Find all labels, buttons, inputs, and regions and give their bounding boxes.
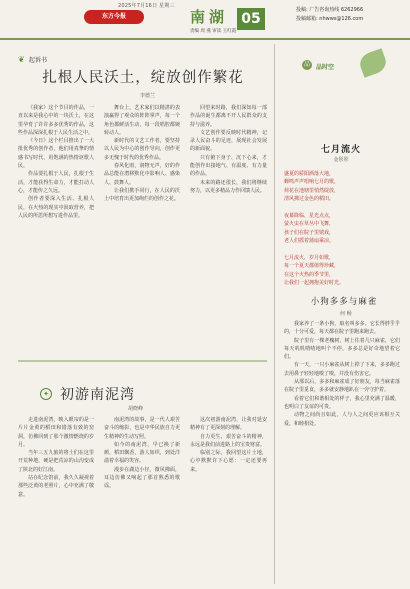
article-byline: 胡晓峰 xyxy=(128,406,144,412)
column-divider xyxy=(274,44,275,584)
section-title: 南湖 xyxy=(190,8,229,26)
article-column-1 xyxy=(18,104,94,354)
poem-line xyxy=(284,246,398,254)
paragraph: 如今的南泥湾，早已换了新颜，稻田飘香，游人如织，到处洋溢着幸福的笑容。 xyxy=(104,441,180,465)
paragraph: 漫步在湖边小径，微风拂面，耳边仿佛又响起了那首熟悉的歌谣。 xyxy=(104,466,180,490)
kicker-label: 起诉书 xyxy=(29,57,48,64)
paragraph: 《今日》这个栏目推出了一大批优秀的创作者，他们用真挚的情感书写时代，用饱满的热情讴歌人民。 xyxy=(18,138,94,170)
article-column-3 xyxy=(190,104,267,354)
contact-line-1: 投稿: 广告咨询热线 6262966 xyxy=(296,7,364,13)
paragraph: 站在纪念馆前，我久久凝视着那些泛黄的老照片，心中充满了敬意。 xyxy=(18,475,94,498)
poem-line: 萤火虫在草丛中飞舞， xyxy=(284,221,335,228)
poem-line: 孩子们在院子里嬉戏， xyxy=(284,229,335,236)
article-column-2 xyxy=(104,416,180,584)
poem-line: 在这个火热的季节里， xyxy=(284,271,335,278)
leaf-icon: ❦ xyxy=(18,54,25,64)
poem-line xyxy=(284,204,398,212)
article-kicker xyxy=(18,55,47,64)
article-body xyxy=(284,320,400,584)
paragraph: 从那以后，多多和麻雀成了好朋友，每当麻雀落在院子里觅食，多多就安静地趴在一旁守护着。 xyxy=(284,379,400,394)
paragraph: 走进南泥湾，映入眼帘的是一片片金黄的稻田和错落有致的窑洞，仿佛回到了那个激情燃烧的岁月。 xyxy=(18,417,94,448)
paragraph: 回望来时路，我们深知每一部作品的诞生都离不开人民群众的支持与滋养。 xyxy=(190,105,267,128)
poem-line: 让我们一起拥抱美好时光。 xyxy=(284,280,345,287)
paragraph: 让我们携手同行，在人民的沃土中培育出更加绚烂的创作之花。 xyxy=(104,187,180,203)
article-column-1 xyxy=(18,416,94,584)
page-number: 05 xyxy=(237,8,265,30)
article-headline: 小狗多多与麻雀 xyxy=(310,297,378,307)
paragraph: 这次初游南泥湾，让我对延安精神有了更深刻的理解。 xyxy=(190,417,267,432)
poem-line: 清风拂过金色的稻田。 xyxy=(284,196,335,203)
paragraph: 《我家》这个节目的作品，一直以来是我心中的一块沃土，在这里孕育了许许多多优秀的作品，这些作品深深扎根于人民生活之中。 xyxy=(18,105,94,136)
paragraph: 只有俯下身子、沉下心来，才能创作出接地气、有温度、有力量的作品。 xyxy=(190,154,267,178)
paragraph: 文艺创作要反映时代精神，记录人民奋斗的足迹，展现社会发展的新面貌。 xyxy=(190,129,267,153)
paragraph: 有一天，一只小麻雀从树上掉了下来，多多跑过去用鼻子轻轻地嗅了嗅，并没有伤害它。 xyxy=(284,362,400,377)
paragraph: 院子里有一棵老槐树，树上住着几只麻雀，它们每天叽叽喳喳地叫个不停，多多总是好奇地望着它们。 xyxy=(284,337,400,361)
poem-author: 金彤彤 xyxy=(333,157,349,163)
brand-name: 东方今报 xyxy=(101,13,126,20)
paragraph: 我家养了一条小狗，取名叫多多。它长得胖乎乎的，十分可爱，每天都在院子里跑来跑去。 xyxy=(284,321,400,336)
contact-line-2: 投稿邮箱: nhwws@126.com xyxy=(296,16,364,22)
article-byline: 何 畅 xyxy=(340,311,352,317)
paragraph: 新时代的文艺工作者，要坚持以人民为中心的创作导向，创作更多无愧于时代的优秀作品。 xyxy=(104,138,180,161)
compass-icon: ✦ xyxy=(40,388,52,400)
date-line: 2025年7月16日 星期三 xyxy=(118,3,175,9)
article-byline: 李德兰 xyxy=(140,93,156,99)
paragraph: 临别之际，我回望这片土地，心中默默许下心愿：一定还要再来。 xyxy=(190,450,267,473)
contact-info xyxy=(296,6,363,24)
paragraph: 自力更生、艰苦奋斗的精神，永远是我们前进路上的宝贵财富。 xyxy=(190,433,267,448)
paragraph: 南泥湾的故事，是一代人艰苦奋斗的缩影，也是中华民族自力更生精神的生动写照。 xyxy=(104,417,180,440)
paragraph: 看着它们和谐相处的样子，我心里充满了温暖，也明白了友谊的可贵。 xyxy=(284,395,400,410)
poem-line: 荷花在池塘里悄然绽放， xyxy=(284,187,340,194)
poem-badge-icon: 品 xyxy=(303,61,310,68)
poem-line: 每一个夏天都值得珍藏， xyxy=(284,263,340,270)
paragraph: 未来的路还很长，我们将继续努力，以更多精品力作回馈人民。 xyxy=(190,179,267,194)
masthead xyxy=(0,0,410,40)
poem-line: 蝉鸣声声唱响七月的歌， xyxy=(284,179,340,186)
poem-lines xyxy=(284,170,398,288)
poem-line: 七月流火，岁月如歌， xyxy=(284,255,335,262)
poem-line: 盛夏的骄阳洒落大地， xyxy=(284,171,335,177)
section-divider xyxy=(18,360,267,362)
paragraph: 动物之间尚且如此，人与人之间更应该相互关爱、和睦相处。 xyxy=(284,412,400,427)
article-column-2 xyxy=(104,104,180,354)
paragraph: 当年三五九旅的将士们在这里开荒种地，硬是把荒凉的山沟变成了陕北的好江南。 xyxy=(18,450,94,473)
paragraph: 作品要扎根于人民，扎根于生活，才能获得生命力，才能打动人心，才能传之久远。 xyxy=(18,171,94,194)
article-column-3 xyxy=(190,416,267,584)
article-headline: 初游南泥湾 xyxy=(60,387,135,403)
poem-banner xyxy=(280,48,402,76)
article-headline: 扎根人民沃土，绽放创作繁花 xyxy=(42,70,244,86)
poem-banner-label: 品时空 xyxy=(316,64,335,71)
paragraph: 春风化雨，润物无声，好的作品总能在潜移默化中影响人、感染人、鼓舞人。 xyxy=(104,163,180,186)
brand-logo xyxy=(84,10,144,24)
poem-line: 老人们摇着蒲扇乘凉。 xyxy=(284,238,335,245)
leaf-icon xyxy=(357,48,389,78)
poem-title: 七月流火 xyxy=(320,145,361,155)
paragraph: 创作者要深入生活、扎根人民，在火热的现实中汲取营养，把人民的所思所想写进作品里。 xyxy=(18,196,94,219)
paragraph: 舞台上，艺术家们以精湛的表演赢得了观众的阵阵掌声，每一个角色都鲜活生动，每一段唱腔都婉转动人。 xyxy=(104,105,180,136)
poem-line: 夜幕降临，星光点点， xyxy=(284,213,335,220)
edit-credits: 责编 周 燕 审读 王红霞 xyxy=(190,29,237,34)
poem-box xyxy=(280,48,402,287)
